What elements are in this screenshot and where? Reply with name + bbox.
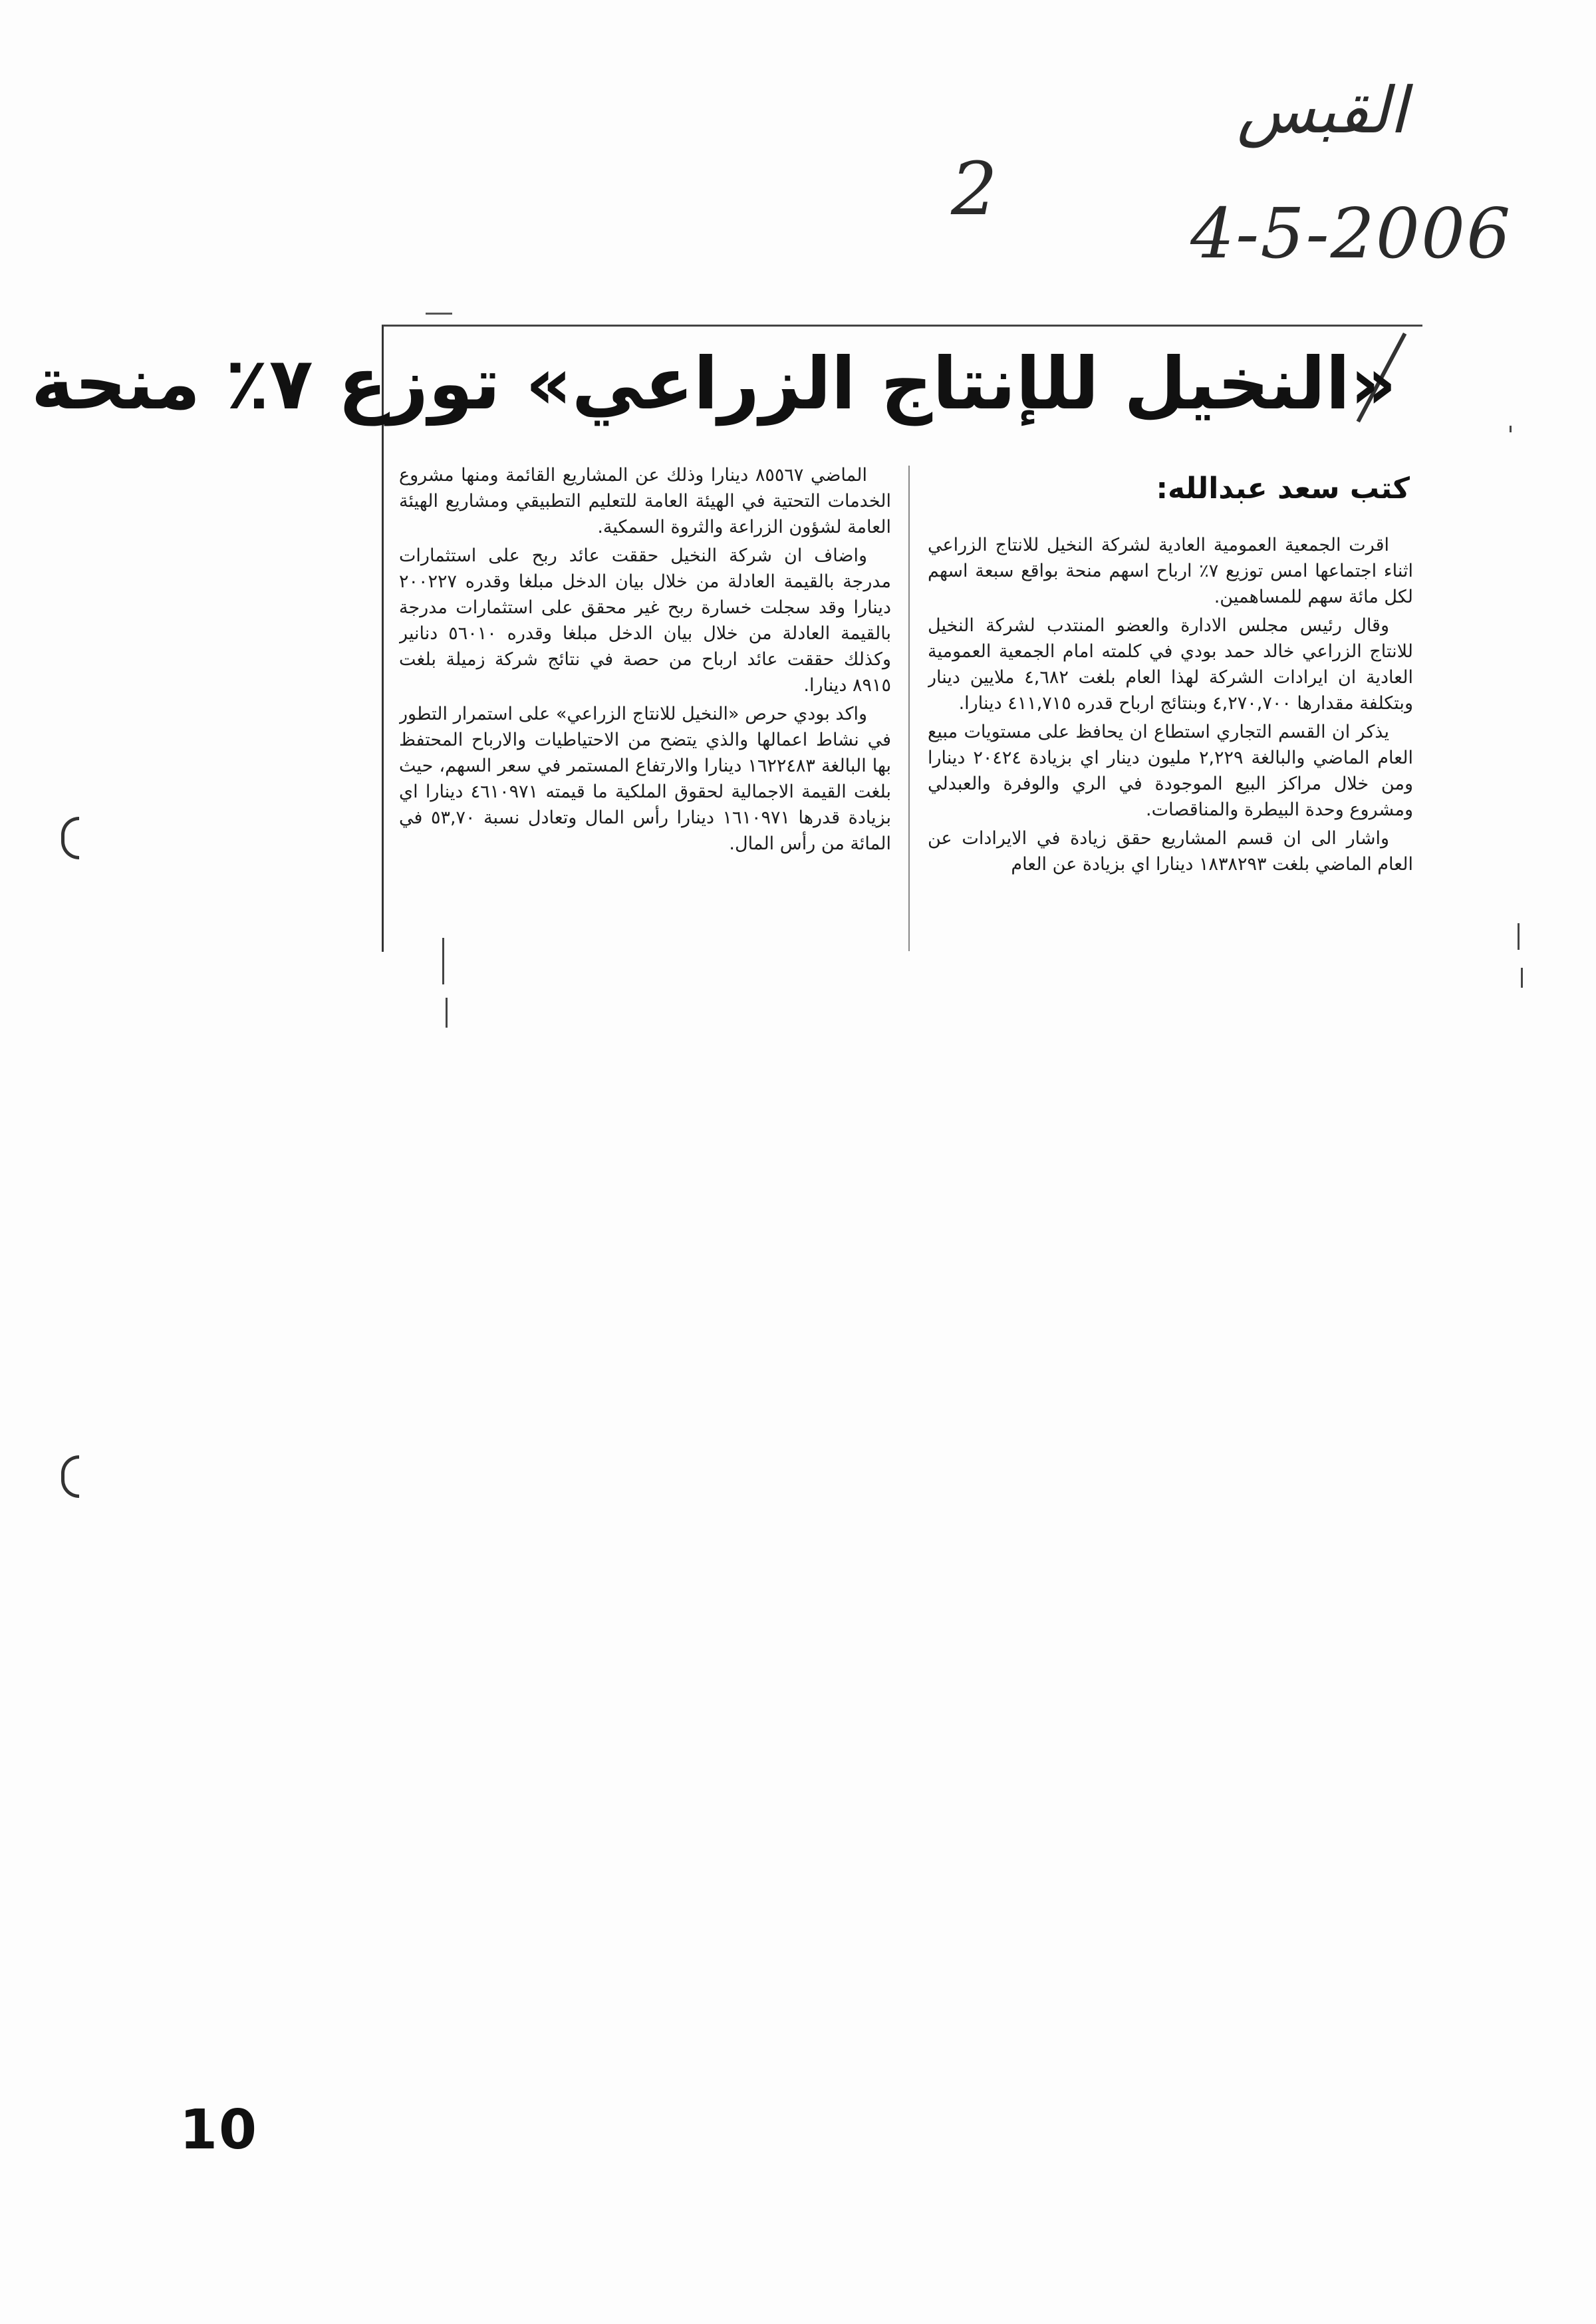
page-number: 10 bbox=[180, 2099, 259, 2162]
column-divider bbox=[908, 466, 910, 951]
article-column-left bbox=[399, 462, 891, 988]
punch-hole bbox=[61, 1455, 79, 1498]
scan-mark bbox=[1521, 968, 1523, 988]
scan-mark bbox=[446, 998, 448, 1028]
article-column-right bbox=[928, 532, 1413, 958]
article-byline: كتب سعد عبدالله: bbox=[1156, 472, 1410, 506]
paragraph: واكد بودي حرص «النخيل للانتاج الزراعي» على استمرار التطور في نشاط اعمالها والذي يتضح من الاحتياطيات والارباح المحتفظ بها البالغة ١٦٢٢٤٨٣ دينارا والارتفاع المستمر في سعر السهم، حيث بلغت القيمة الاجمالية لحقوق الملكية ما قيمته ٤٦١٠٩٧١ دينارا اي بزيادة قدرها ١٦١٠٩٧١ دينارا رأس المال وتعادل نسبة ٥٣,٧٠ في المائة من رأس المال. bbox=[399, 704, 891, 854]
article-headline: «النخيل للإنتاج الزراعي» توزع ٧٪ منحة bbox=[31, 343, 1396, 426]
handwritten-number: 2 bbox=[951, 146, 998, 231]
paragraph: الماضي ٨٥٥٦٧ دينارا وذلك عن المشاريع القائمة ومنها مشروع الخدمات التحتية في الهيئة العامة للتعليم التطبيقي ومشاريع الهيئة العامة لشؤون الزراعة والثروة السمكية. bbox=[399, 465, 891, 537]
paragraph: واضاف ان شركة النخيل حققت عائد ربح على استثمارات مدرجة بالقيمة العادلة من خلال بيان الدخل مبلغا وقدره ٢٠٠٢٢٧ دينارا وقد سجلت خسارة ربح غير محقق على استثمارات مدرجة بالقيمة العادلة من خلال بيان الدخل مبلغا وقدره ٥٦٠١٠ دنانير وكذلك حققت عائد ارباح من حصة في نتائج شركة زميلة بلغت ٨٩١٥ دينارا. bbox=[399, 545, 891, 696]
handwritten-source: القبس bbox=[1237, 73, 1407, 148]
paragraph: يذكر ان القسم التجاري استطاع ان يحافظ على مستويات مبيع العام الماضي والبالغة ٢,٢٢٩ مليون دينار اي بزيادة ٢٠٤٢٤ دينارا ومن خلال مراكز البيع الموجودة في الري والوفرة والعبدلي ومشروع وحدة البيطرة والمناقصات. bbox=[928, 722, 1413, 820]
punch-hole bbox=[61, 817, 79, 859]
clip-corner-mark bbox=[426, 313, 452, 315]
scan-mark bbox=[1510, 426, 1512, 432]
scan-mark bbox=[1518, 923, 1520, 950]
handwritten-date: 4-5-2006 bbox=[1190, 193, 1512, 274]
paragraph: وقال رئيس مجلس الادارة والعضو المنتدب لشركة النخيل للانتاج الزراعي خالد حمد بودي في كلمته امام الجمعية العمومية العادية ان ايرادات الشركة لهذا العام بلغت ٤,٦٨٢ ملايين دينار وبتكلفة مقدارها ٤,٢٧٠,٧٠٠ وبنتائج ارباح قدره ٤١١,٧١٥ دينارا. bbox=[928, 615, 1413, 714]
paragraph: اقرت الجمعية العمومية العادية لشركة النخيل للانتاج الزراعي اثناء اجتماعها امس توزيع ٧٪ ارباح اسهم منحة بواقع سبعة اسهم لكل مائة سهم للمساهمين. bbox=[928, 535, 1413, 607]
paragraph: واشار الى ان قسم المشاريع حقق زيادة في الايرادات عن العام الماضي بلغت ١٨٣٨٢٩٣ دينارا اي بزيادة عن العام bbox=[928, 828, 1413, 875]
scan-mark bbox=[442, 938, 444, 984]
